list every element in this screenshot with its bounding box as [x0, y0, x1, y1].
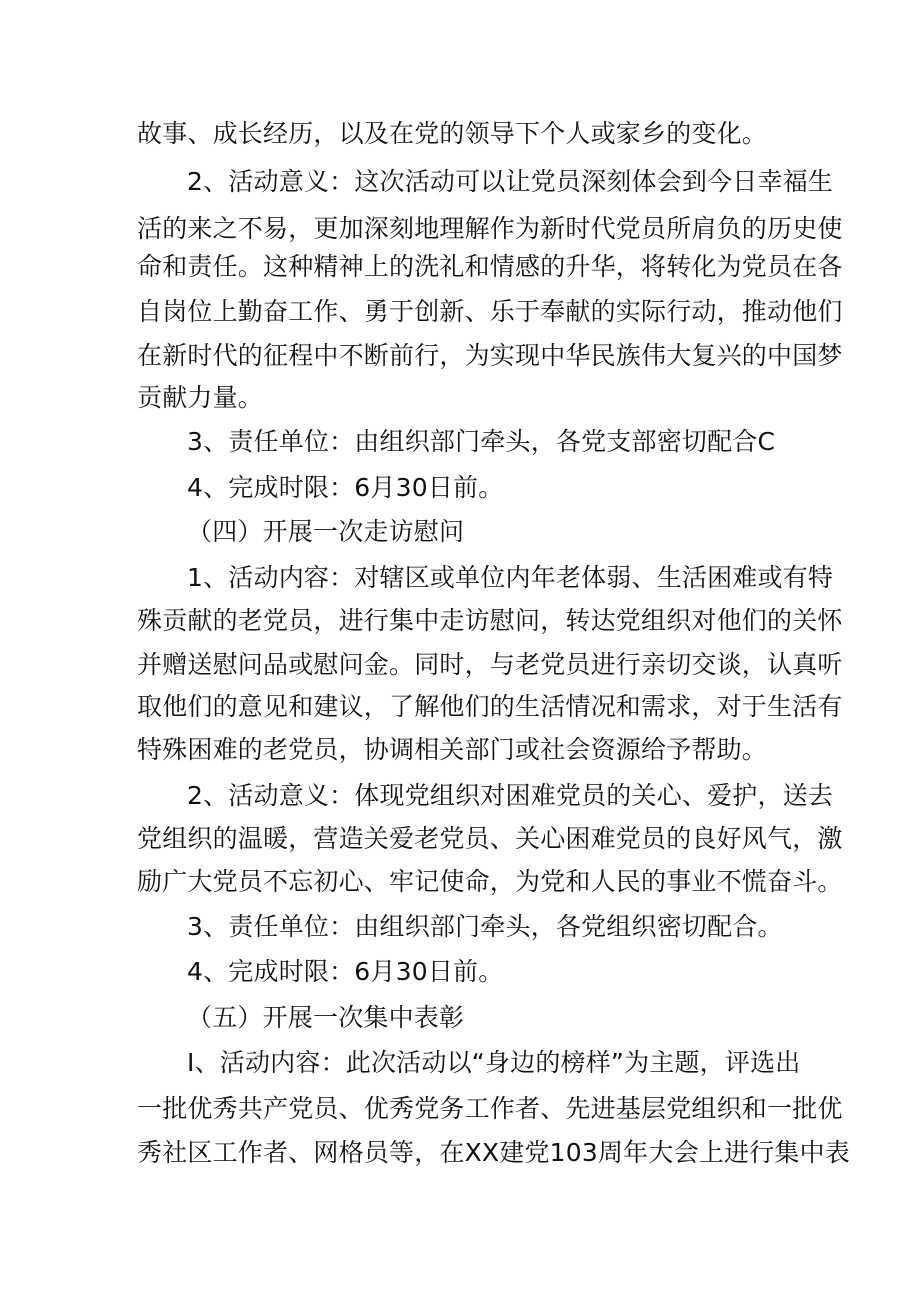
- text-line: 命和责任。这种精神上的洗礼和情感的升华，将转化为党员在各: [137, 252, 843, 281]
- text-line: 贡献力量。: [137, 383, 264, 412]
- text-line: I、活动内容：此次活动以“身边的榜样”为主题，评选出: [187, 1048, 801, 1077]
- text-line: 一批优秀共产党员、优秀党务工作者、先进基层党组织和一批优: [137, 1094, 843, 1123]
- text-line: 在新时代的征程中不断前行，为实现中华民族伟大复兴的中国梦: [137, 341, 843, 370]
- text-line: 殊贡献的老党员，进行集中走访慰问，转达党组织对他们的关怀: [137, 606, 843, 635]
- text-line: 故事、成长经历，以及在党的领导下个人或家乡的变化。: [137, 119, 768, 148]
- text-line: 4、完成时限：6月30日前。: [187, 957, 504, 986]
- text-line: 并赠送慰问品或慰问金。同时，与老党员进行亲切交谈，认真听: [137, 650, 843, 679]
- text-line: 取他们的意见和建议，了解他们的生活情况和需求，对于生活有: [137, 692, 843, 721]
- text-line: 秀社区工作者、网格员等，在XX建党103周年大会上进行集中表: [137, 1138, 850, 1167]
- text-line: 2、活动意义：体现党组织对困难党员的关心、爱护，送去: [187, 781, 834, 810]
- section-heading: （五）开展一次集中表彰: [187, 1003, 465, 1032]
- section-heading: （四）开展一次走访慰问: [187, 517, 465, 546]
- text-line: 自岗位上勤奋工作、勇于创新、乐于奉献的实际行动，推动他们: [137, 297, 843, 326]
- text-line: 4、完成时限：6月30日前。: [187, 473, 504, 502]
- text-line: 特殊困难的老党员，协调相关部门或社会资源给予帮助。: [137, 735, 768, 764]
- text-line: 3、责任单位：由组织部门牵头，各党组织密切配合。: [187, 912, 783, 941]
- text-line: 励广大党员不忘初心、牢记使命，为党和人民的事业不慌奋斗。: [137, 867, 843, 896]
- text-line: 活的来之不易，更加深刻地理解作为新时代党员所肩负的历史使: [137, 214, 843, 243]
- text-line: 1、活动内容：对辖区或单位内年老体弱、生活困难或有特: [187, 563, 834, 592]
- text-line: 2、活动意义：这次活动可以让党员深刻体会到今日幸福生: [187, 167, 834, 196]
- text-line: 党组织的温暖，营造关爱老党员、关心困难党员的良好风气，激: [137, 824, 843, 853]
- text-line: 3、责任单位：由组织部门牵头，各党支部密切配合C: [187, 427, 776, 456]
